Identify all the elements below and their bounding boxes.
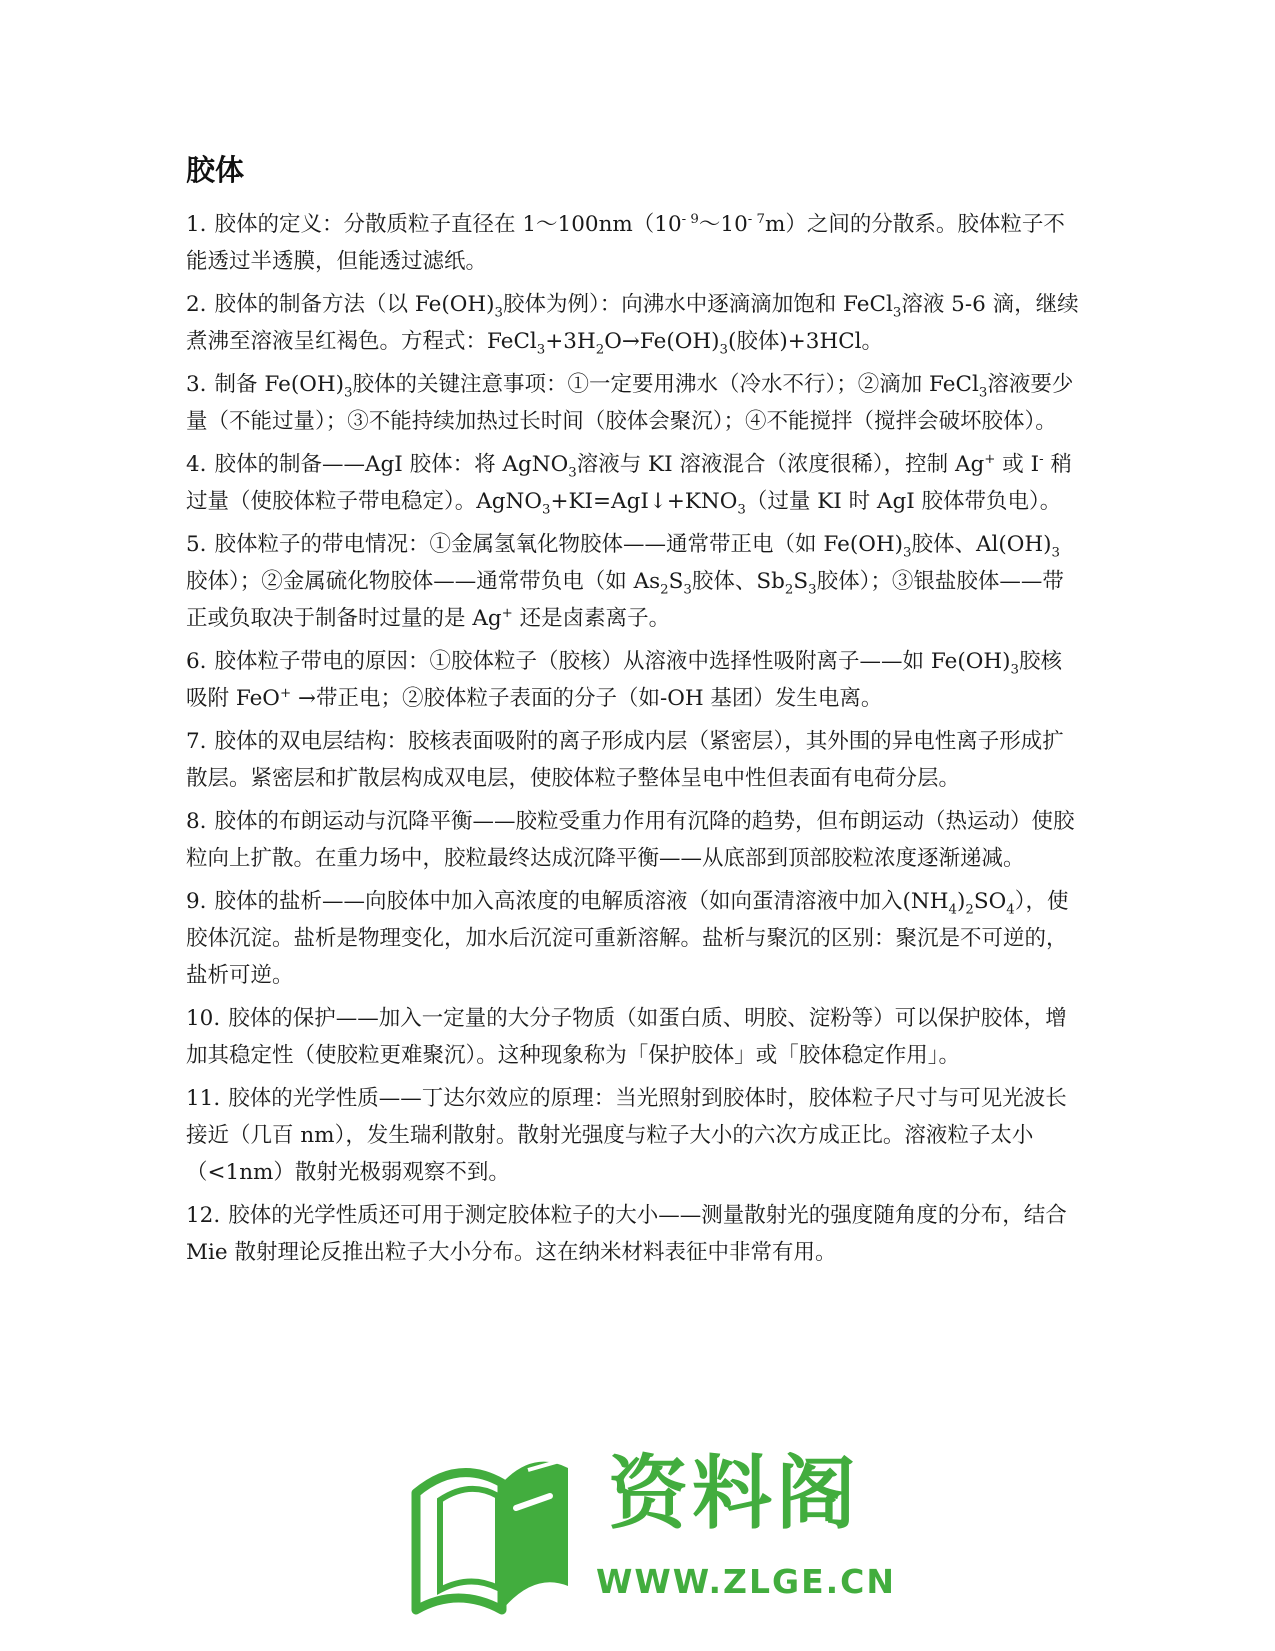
item-text: +3H: [545, 329, 596, 354]
item-text: 胶体的制备方法（以 Fe(OH): [214, 292, 495, 317]
watermark-name: 资料阁: [608, 1447, 860, 1540]
item-text: ），使胶体沉淀。盐析是物理变化，加水后沉淀可重新溶解。盐析与聚沉的区别：聚沉是不可逆的，盐析可逆。: [186, 889, 1069, 988]
item-text: 胶体的盐析——向胶体中加入高浓度的电解质溶液（如向蛋清溶液中加入(NH: [214, 889, 949, 914]
subscript: 2: [784, 582, 794, 598]
item-text: 胶体的光学性质还可用于测定胶体粒子的大小——测量散射光的强度随角度的分布，结合 Mie 散射理论反推出粒子大小分布。这在纳米材料表征中非常有用。: [186, 1203, 1067, 1265]
item-text: 胶体粒子带电的原因：①胶体粒子（胶核）从溶液中选择性吸附离子——如 Fe(OH): [214, 649, 1011, 674]
item-text: 胶体、Sb: [691, 569, 785, 594]
list-item: [186, 723, 1081, 797]
subscript: 4: [1006, 902, 1015, 918]
item-text: SO: [973, 889, 1007, 914]
item-text: 溶液 5-6 滴，继续煮沸至溶液呈红褐色。方程式：FeCl: [186, 292, 1079, 354]
list-item: [186, 1197, 1081, 1271]
list-item: [186, 643, 1081, 717]
superscript: +: [501, 605, 513, 621]
subscript: 3: [737, 502, 746, 518]
item-text: 胶核吸附 FeO: [186, 649, 1062, 711]
item-text: (胶体)+3HCl。: [727, 329, 884, 354]
superscript: - 9: [681, 211, 699, 227]
subscript: 3: [568, 465, 577, 481]
item-text: 制备 Fe(OH): [214, 372, 344, 397]
item-text: 溶液与 KI 溶液混合（浓度很稀），控制 Ag: [576, 452, 985, 477]
item-number: 7.: [186, 729, 207, 754]
superscript: +: [984, 451, 996, 467]
item-text: O→Fe(OH): [604, 329, 720, 354]
subscript: 2: [660, 582, 669, 598]
list-item: [186, 883, 1081, 994]
item-number: 11.: [186, 1086, 221, 1111]
subscript: 3: [892, 305, 902, 321]
item-text: （过量 KI 时 AgI 胶体带负电）。: [745, 489, 1062, 514]
item-number: 8.: [186, 809, 207, 834]
item-number: 1.: [186, 212, 207, 237]
item-text: 胶体的双电层结构：胶核表面吸附的离子形成内层（紧密层），其外围的异电性离子形成扩散层。紧密层和扩散层构成双电层，使胶体粒子整体呈电中性但表面有电荷分层。: [186, 729, 1064, 791]
item-number: 2.: [186, 292, 207, 317]
watermark-logo: [398, 1438, 897, 1628]
item-text: ～10: [698, 212, 748, 237]
item-text: 稍过量（使胶体粒子带电稳定）。AgNO: [186, 452, 1072, 514]
list-item: [186, 286, 1081, 360]
subscript: 2: [595, 342, 605, 358]
subscript: 3: [541, 502, 551, 518]
item-number: 3.: [186, 372, 207, 397]
item-text: 还是卤素离子。: [512, 606, 671, 631]
document-title: 胶体: [186, 153, 245, 187]
list-item: [186, 803, 1081, 877]
watermark-url: WWW.ZLGE.CN: [596, 1562, 897, 1601]
subscript: 3: [536, 342, 546, 358]
item-text: 溶液要少量（不能过量）；③不能持续加热过长时间（胶体会聚沉）；④不能搅拌（搅拌会破坏胶体）。: [186, 372, 1074, 434]
item-number: 5.: [186, 532, 207, 557]
item-text: 胶体的光学性质——丁达尔效应的原理：当光照射到胶体时，胶体粒子尺寸与可见光波长接近（几百 nm），发生瑞利散射。散射光强度与粒子大小的六次方成正比。溶液粒子太小（<1nm）散射光极弱观察不到。: [186, 1086, 1067, 1185]
list-item: [186, 206, 1081, 280]
superscript: +: [279, 685, 292, 701]
list-item: [186, 366, 1081, 440]
item-text: S: [668, 569, 684, 594]
item-text: 胶体为例）：向沸水中逐滴滴加饱和 FeCl: [502, 292, 893, 317]
item-text: 胶体）；②金属硫化物胶体——通常带负电（如 As: [186, 569, 661, 594]
item-text: m）之间的分散系。胶体粒子不能透过半透膜，但能透过滤纸。: [186, 212, 1065, 274]
item-text: 或 I: [995, 452, 1040, 477]
list-item: [186, 1000, 1081, 1074]
item-text: 胶体粒子的带电情况：①金属氢氧化物胶体——通常带正电（如 Fe(OH): [214, 532, 903, 557]
subscript: 3: [902, 545, 912, 561]
item-text: 胶体的制备——AgI 胶体：将 AgNO: [214, 452, 569, 477]
item-number: 6.: [186, 649, 207, 674]
subscript: 3: [808, 582, 817, 598]
item-text: 胶体的布朗运动与沉降平衡——胶粒受重力作用有沉降的趋势，但布朗运动（热运动）使胶粒向上扩散。在重力场中，胶粒最终达成沉降平衡——从底部到顶部胶粒浓度逐渐递减。: [186, 809, 1075, 871]
item-number: 9.: [186, 889, 207, 914]
superscript: -: [1039, 451, 1044, 467]
item-text: S: [793, 569, 809, 594]
subscript: 3: [719, 342, 728, 358]
item-number: 4.: [186, 452, 207, 477]
subscript: 3: [343, 385, 353, 401]
list-item: [186, 1080, 1081, 1191]
document-body: [186, 206, 1081, 1277]
list-item: [186, 526, 1081, 637]
item-text: 胶体的关键注意事项：①一定要用沸水（冷水不行）；②滴加 FeCl: [352, 372, 979, 397]
item-text: 胶体）；③银盐胶体——带正或负取决于制备时过量的是 Ag: [186, 569, 1064, 631]
item-text: +KI=AgI↓+KNO: [550, 489, 738, 514]
list-item: [186, 446, 1081, 520]
subscript: 3: [1051, 545, 1061, 561]
subscript: 4: [948, 902, 957, 918]
item-number: 12.: [186, 1203, 221, 1228]
item-number: 10.: [186, 1006, 221, 1031]
subscript: 3: [978, 385, 988, 401]
item-text: 胶体、Al(OH): [911, 532, 1052, 557]
subscript: 3: [494, 305, 503, 321]
item-text: 胶体的保护——加入一定量的大分子物质（如蛋白质、明胶、淀粉等）可以保护胶体，增加其稳定性（使胶粒更难聚沉）。这种现象称为「保护胶体」或「胶体稳定作用」。: [186, 1006, 1067, 1068]
subscript: 2: [965, 902, 974, 918]
open-book-icon: [398, 1438, 588, 1618]
item-text: ): [956, 889, 966, 914]
subscript: 3: [1010, 662, 1019, 678]
superscript: - 7: [747, 211, 765, 227]
item-text: 胶体的定义：分散质粒子直径在 1～100nm（10: [214, 212, 682, 237]
item-text: →带正电；②胶体粒子表面的分子（如-OH 基团）发生电离。: [291, 686, 883, 711]
subscript: 3: [683, 582, 692, 598]
